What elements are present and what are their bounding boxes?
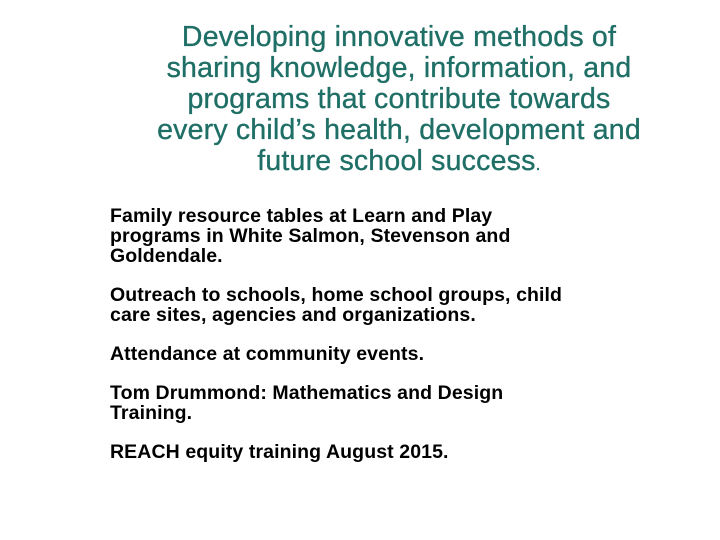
- title-line: [100, 146, 698, 180]
- bullet-line: care sites, agencies and organizations.: [110, 304, 476, 326]
- title-line: sharing knowledge, information, and: [166, 52, 632, 84]
- bullet-item-community-events: [110, 344, 670, 364]
- bullet-item-reach-training: [110, 442, 670, 462]
- bullet-line: Tom Drummond: Mathematics and Design: [110, 382, 504, 404]
- bullet-item-tom-drummond: [110, 383, 670, 423]
- bullet-line: Goldendale.: [110, 245, 223, 267]
- title-line: every child’s health, development and: [157, 114, 641, 146]
- title-line: Developing innovative methods of: [181, 21, 617, 53]
- title-line: programs that contribute towards: [187, 83, 611, 115]
- bullet-list: [110, 206, 670, 462]
- title-period: .: [535, 154, 541, 174]
- slide-title: [100, 22, 698, 180]
- bullet-line: Outreach to schools, home school groups, child: [110, 284, 563, 306]
- bullet-line: REACH equity training August 2015.: [110, 441, 449, 463]
- bullet-line: programs in White Salmon, Stevenson and: [110, 225, 511, 247]
- bullet-line: Family resource tables at Learn and Play: [110, 205, 493, 227]
- bullet-line: Attendance at community events.: [110, 343, 425, 365]
- bullet-item-family-resource-tables: [110, 206, 670, 266]
- bullet-item-outreach: [110, 285, 670, 325]
- bullet-line: Training.: [110, 402, 193, 424]
- title-line-text: future school success: [257, 145, 536, 177]
